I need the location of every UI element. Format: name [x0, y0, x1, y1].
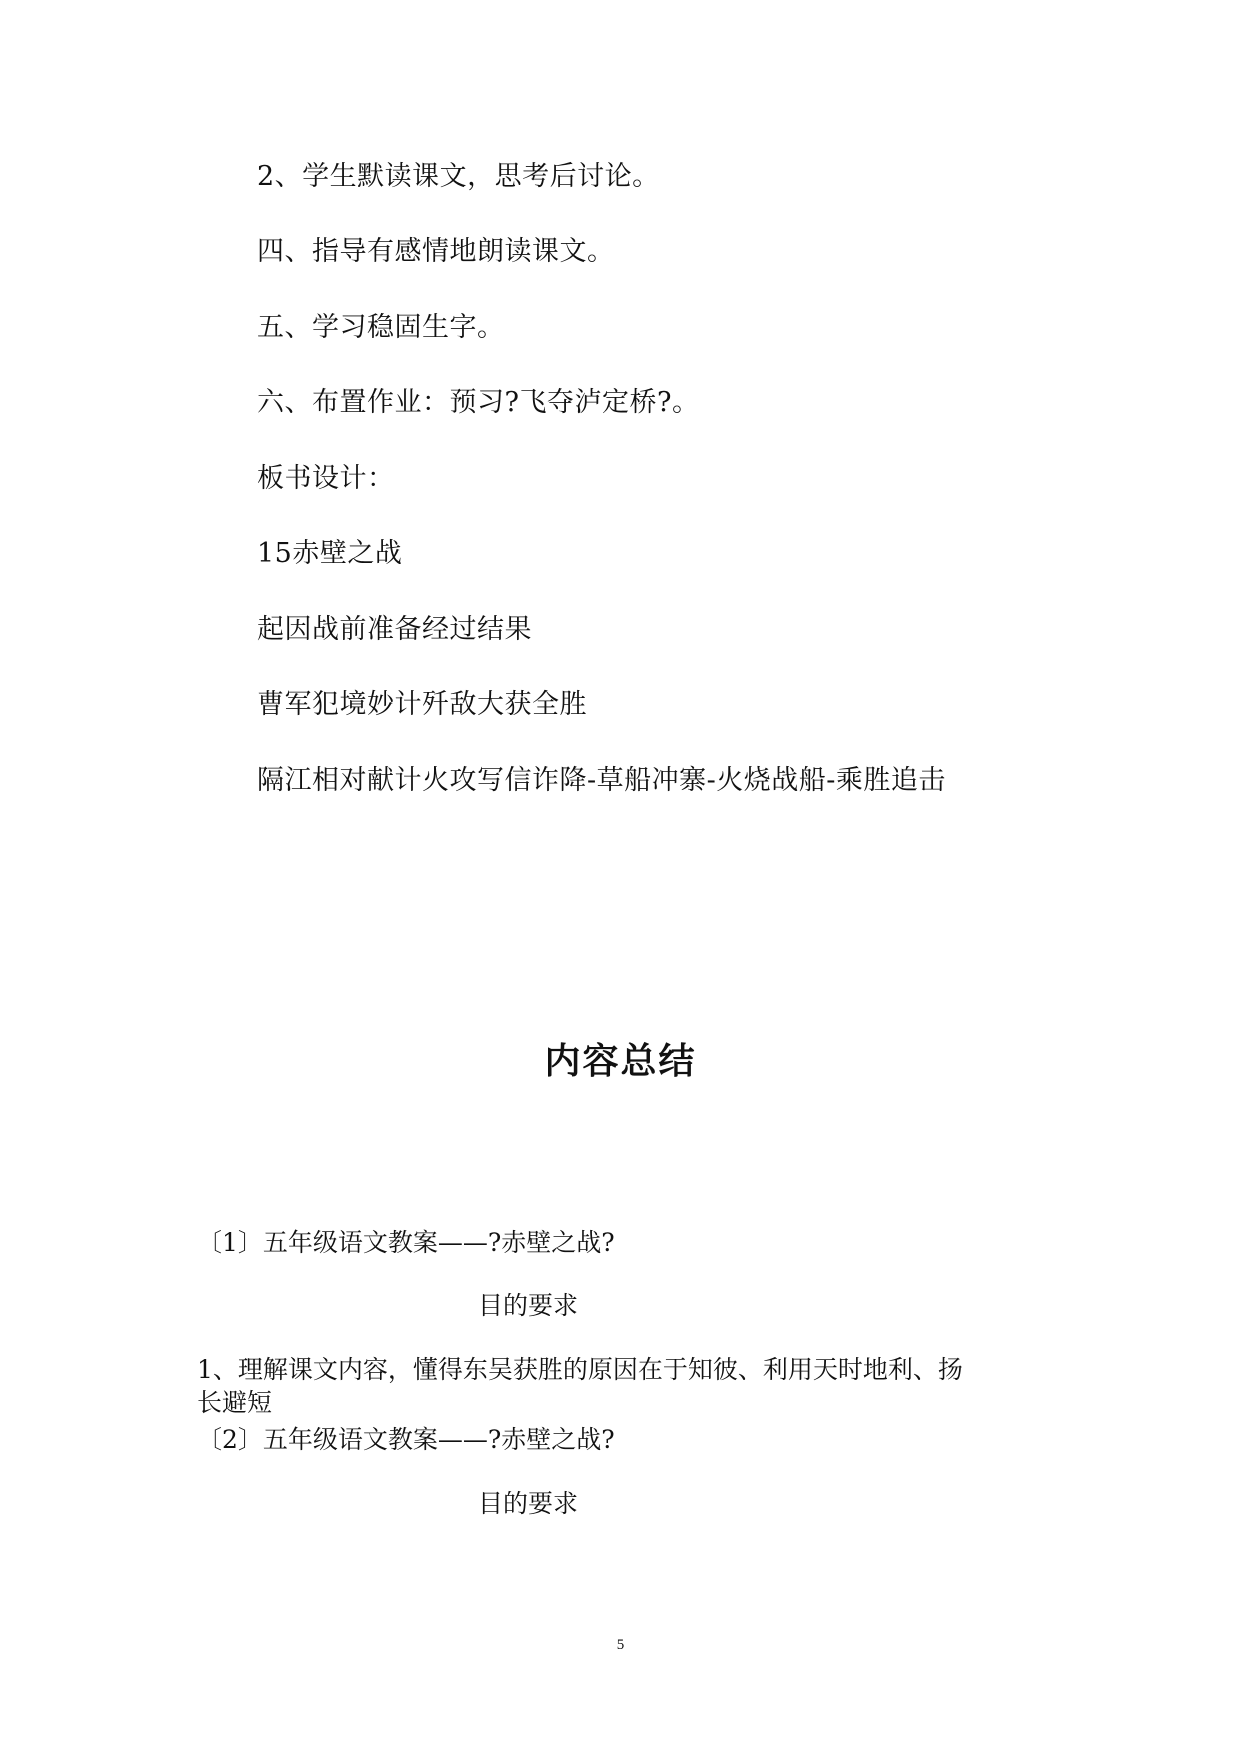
- body-line-board-design: 板书设计：: [257, 463, 395, 494]
- summary-item1-heading: 〔1〕五年级语文教案——?赤壁之战?: [197, 1228, 615, 1257]
- body-line-reading: 四、指导有感情地朗读课文。: [257, 236, 615, 267]
- body-line-characters: 五、学习稳固生字。: [257, 312, 505, 343]
- summary-item2-heading: 〔2〕五年级语文教案——?赤壁之战?: [197, 1425, 615, 1454]
- summary-item2-subheading: 目的要求: [478, 1489, 579, 1518]
- body-line-outline-row2: 隔江相对献计火攻写信诈降-草船冲寨-火烧战船-乘胜追击: [257, 765, 946, 796]
- page-number: 5: [616, 1637, 625, 1653]
- body-line-outline-row1: 曹军犯境妙计歼敌大获全胜: [257, 689, 587, 720]
- body-line-lesson-title: 15赤壁之战: [257, 538, 403, 569]
- body-line-discussion: 2、学生默读课文，思考后讨论。: [257, 161, 660, 192]
- summary-title: 内容总结: [544, 1041, 697, 1082]
- summary-item1-text-line1: 1、理解课文内容，懂得东吴获胜的原因在于知彼、利用天时地利、扬: [197, 1355, 963, 1384]
- body-line-outline-heads: 起因战前准备经过结果: [257, 614, 532, 645]
- body-line-homework: 六、布置作业：预习?飞夺泸定桥?。: [257, 387, 700, 418]
- summary-item1-subheading: 目的要求: [478, 1291, 579, 1320]
- summary-item1-text-line2: 长避短: [197, 1388, 273, 1417]
